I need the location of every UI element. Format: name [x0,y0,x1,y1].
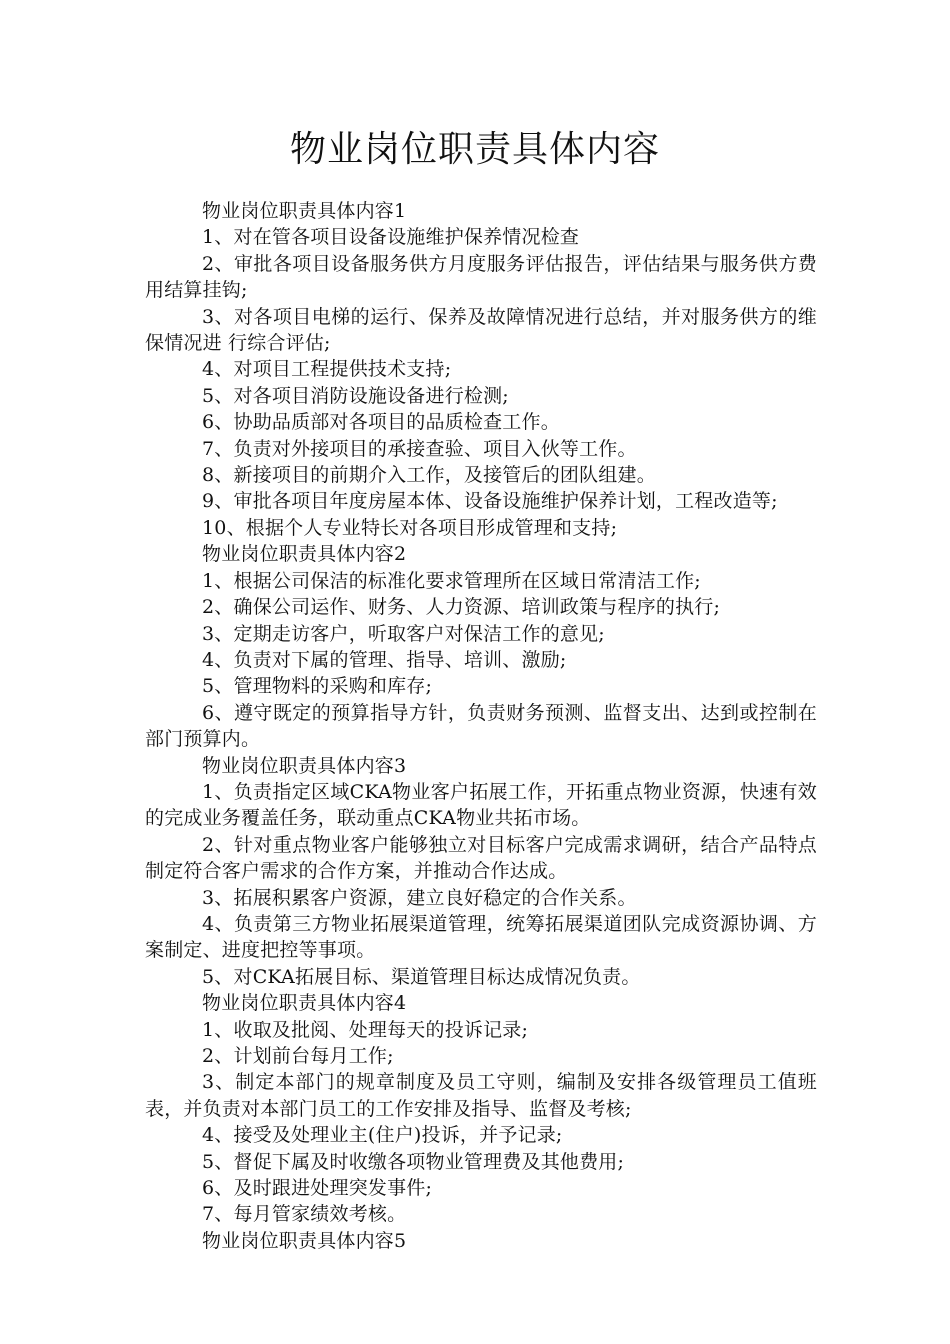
paragraph: 9、审批各项目年度房屋本体、设备设施维护保养计划，工程改造等; [202,490,778,513]
paragraph: 3、定期走访客户，听取客户对保洁工作的意见; [202,622,605,645]
paragraph: 10、根据个人专业特长对各项目形成管理和支持; [202,516,618,539]
paragraph: 2、针对重点物业客户能够独立对目标客户完成需求调研，结合产品特点制定符合客户需求的合作方案，并推动合作达成。 [145,833,817,883]
paragraph: 8、新接项目的前期介入工作，及接管后的团队组建。 [202,464,656,487]
paragraph: 2、计划前台每月工作; [202,1045,394,1067]
paragraph: 6、协助品质部对各项目的品质检查工作。 [202,411,560,434]
paragraph: 1、收取及批阅、处理每天的投诉记录; [202,1018,529,1041]
paragraph: 5、对CKA拓展目标、渠道管理目标达成情况负责。 [202,965,641,988]
paragraph: 3、拓展积累客户资源，建立良好稳定的合作关系。 [202,886,637,909]
document-title: 物业岗位职责具体内容 [289,129,660,170]
section-heading: 物业岗位职责具体内容4 [202,992,407,1015]
paragraph: 7、每月管家绩效考核。 [202,1203,407,1226]
paragraph: 3、对各项目电梯的运行、保养及故障情况进行总结，并对服务供方的维保情况进 行综合评估; [145,305,817,355]
paragraph: 3、制定本部门的规章制度及员工守则，编制及安排各级管理员工值班表，并负责对本部门员工的工作安排及指导、监督及考核; [145,1071,817,1120]
document-body [145,198,817,1254]
section-heading: 物业岗位职责具体内容1 [202,200,407,222]
paragraph: 2、审批各项目设备服务供方月度服务评估报告，评估结果与服务供方费用结算挂钩; [145,252,817,302]
paragraph: 5、对各项目消防设施设备进行检测; [202,384,509,407]
paragraph: 4、负责第三方物业拓展渠道管理，统筹拓展渠道团队完成资源协调、方案制定、进度把控等事项。 [145,912,817,962]
section-heading: 物业岗位职责具体内容2 [202,543,407,566]
paragraph: 7、负责对外接项目的承接查验、项目入伙等工作。 [202,437,637,460]
paragraph: 5、督促下属及时收缴各项物业管理费及其他费用; [202,1150,625,1173]
section-heading: 物业岗位职责具体内容5 [202,1229,407,1252]
paragraph: 4、对项目工程提供技术支持; [202,358,452,381]
paragraph: 1、对在管各项目设备设施维护保养情况检查 [202,226,580,249]
paragraph: 4、负责对下属的管理、指导、培训、激励; [202,648,567,671]
paragraph: 1、根据公司保洁的标准化要求管理所在区域日常清洁工作; [202,569,701,592]
paragraph: 1、负责指定区域CKA物业客户拓展工作，开拓重点物业资源，快速有效的完成业务覆盖任务，联动重点CKA物业共拓市场。 [145,780,817,830]
paragraph: 2、确保公司运作、财务、人力资源、培训政策与程序的执行; [202,596,721,619]
paragraph: 6、遵守既定的预算指导方针，负责财务预测、监督支出、达到或控制在部门预算内。 [145,701,817,751]
paragraph: 5、管理物料的采购和库存; [202,675,433,698]
section-heading: 物业岗位职责具体内容3 [202,754,407,777]
paragraph: 4、接受及处理业主(住户)投诉，并予记录; [202,1124,563,1147]
paragraph: 6、及时跟进处理突发事件; [202,1177,433,1200]
